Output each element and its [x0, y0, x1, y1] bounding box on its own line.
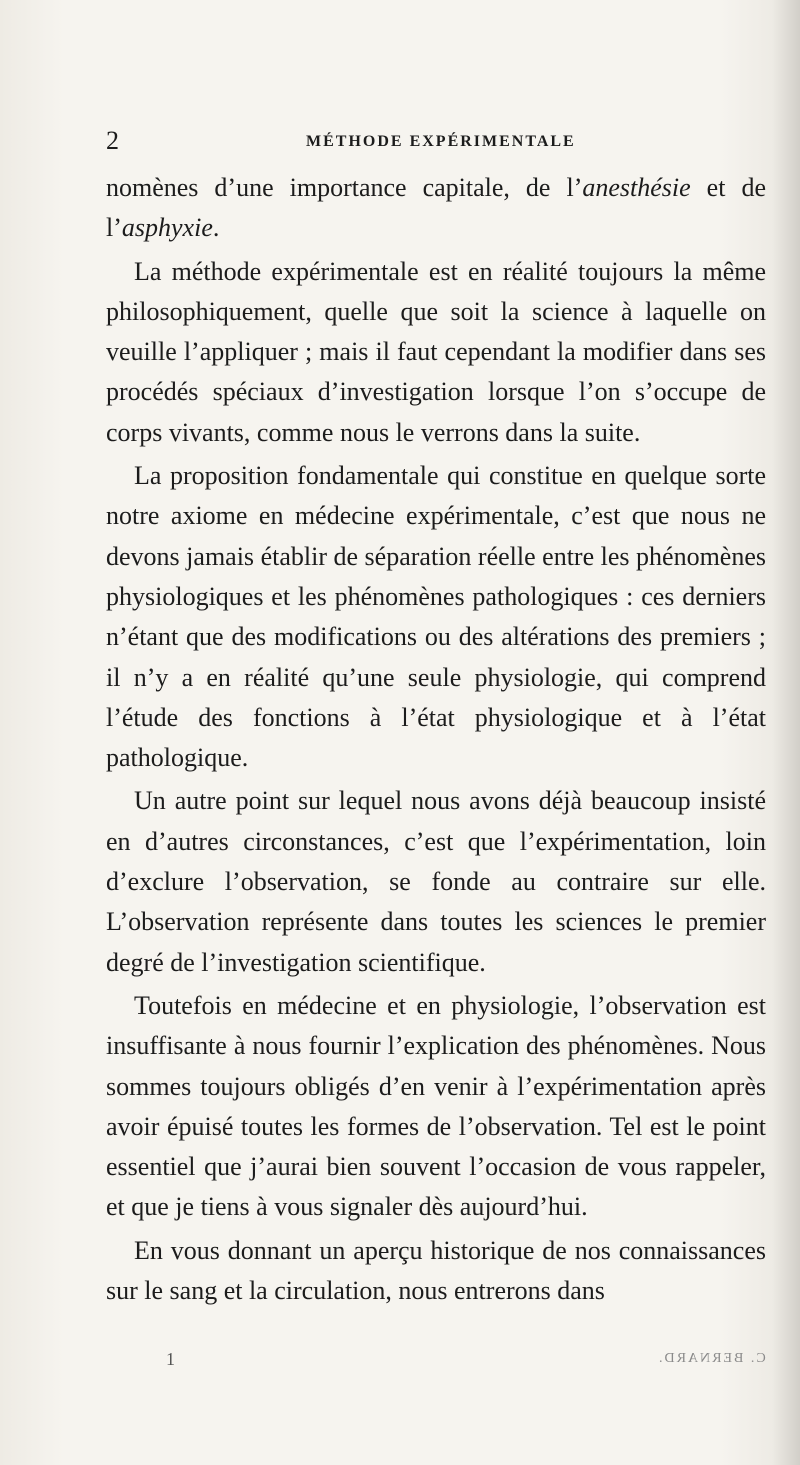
paragraph	[106, 252, 766, 453]
italic-term: asphyxie	[121, 213, 213, 243]
running-title: MÉTHODE EXPÉRIMENTALE	[306, 133, 576, 150]
page-footer	[106, 1346, 766, 1372]
running-header	[106, 126, 766, 156]
paragraph	[106, 456, 766, 778]
paragraph	[106, 1231, 766, 1312]
text-run: l’	[106, 213, 122, 243]
paragraph	[106, 781, 766, 982]
text-run: Un autre point sur lequel nous avons déjà beaucoup insisté en d’autres circonstances, c’est que l’expérimentation, loin d’exclure l’observation, se fonde au contraire sur elle. L’observation représente dans toutes les sciences le premier degré de l’investigation scientifique.	[106, 786, 766, 977]
paragraph	[106, 986, 766, 1228]
body-text	[106, 168, 766, 1311]
page-number: 2	[106, 126, 119, 155]
text-run: La méthode expérimentale est en réalité toujours la même philosophiquement, quelle que soit la science à laquelle on veuille l’appliquer ; mais il faut cependant la modifier dans ses procédés spéciaux d’investigation lorsque l’on s’occupe de corps vivants, comme nous le verrons dans la suite.	[106, 256, 766, 447]
text-run: La proposition fondamentale qui constitue en quelque sorte notre axiome en médecine expérimentale, c’est que nous ne devons jamais établir de séparation réelle entre les phénomènes physiologiques et les phénomènes pathologiques : ces derniers n’étant que des modifications ou des altérations des premiers ; il n’y a en réalité qu’une seule physiologie, qui comprend l’étude des fonctions à l’état physiologique et à l’état pathologique.	[106, 461, 766, 773]
text-run: .	[212, 213, 220, 243]
text-run: nomènes d’une importance capitale, de	[106, 173, 567, 202]
text-run: et de	[690, 173, 766, 202]
bleed-through-text: C. BERNARD.	[657, 1351, 766, 1366]
text-run: En vous donnant un aperçu historique de nos connaissances sur le sang et la circulation, nous entrerons dans	[106, 1235, 766, 1306]
paragraph	[106, 168, 766, 249]
page-edge-shadow	[772, 0, 800, 1465]
text-run: Toutefois en médecine et en physiologie, l’observation est insuffisante à nous fournir l’explication des phénomènes. Nous sommes toujours obligés d’en venir à l’expérimentation après avoir épuisé toutes les formes de l’observation. Tel est le point essentiel que j’aurai bien souvent l’occasion de vous rappeler, et que je tiens à vous signaler dès aujourd’hui.	[106, 990, 766, 1222]
italic-term: anesthésie	[582, 173, 691, 202]
signature-mark: 1	[166, 1349, 175, 1369]
text-run: l’	[566, 173, 583, 202]
